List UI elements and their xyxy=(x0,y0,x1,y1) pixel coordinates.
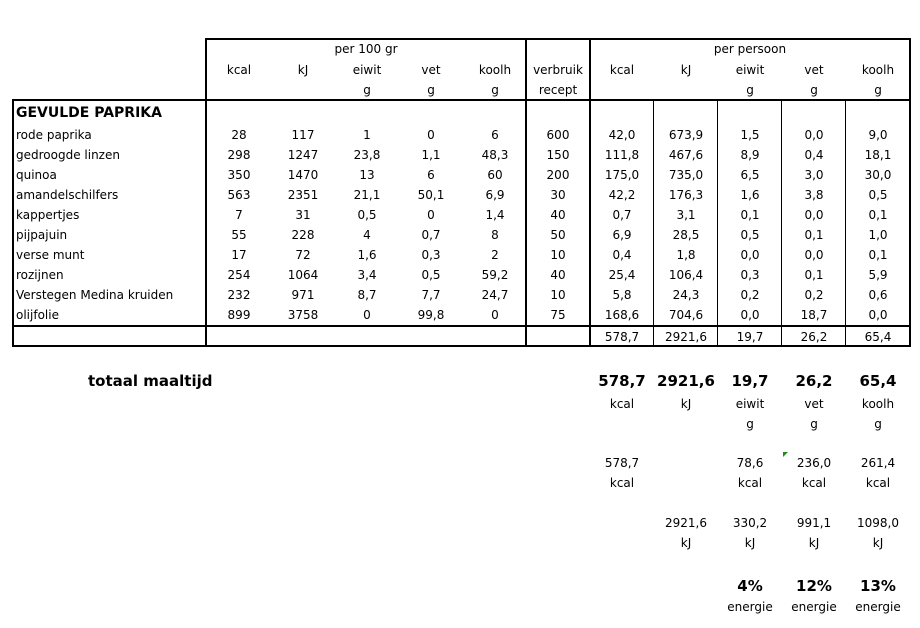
perperson-label: per persoon xyxy=(713,42,787,56)
cell-vet: 1,1 xyxy=(421,148,441,162)
total-label: totaal maaltijd xyxy=(88,372,213,390)
cell-p-kj: 24,3 xyxy=(672,288,700,302)
cell-usage: 200 xyxy=(546,168,570,182)
cell-kj: 2351 xyxy=(287,188,319,202)
kj-total: 2921,6 xyxy=(665,516,707,530)
cell-eiwit: 3,4 xyxy=(357,268,377,282)
cell-p-vet: 3,0 xyxy=(804,168,824,182)
cell-usage: 30 xyxy=(550,188,566,202)
total-eiwit: 19,7 xyxy=(731,372,769,390)
total-kj: 2921,6 xyxy=(657,372,715,390)
cell-p-koolh: 0,1 xyxy=(868,208,888,222)
hdr-koolh-unit: g xyxy=(491,83,499,97)
cell-koolh: 6,9 xyxy=(485,188,505,202)
cell-eiwit: 4 xyxy=(363,228,371,242)
kcal-eiwit: 78,6 xyxy=(736,456,764,470)
cell-kj: 72 xyxy=(295,248,311,262)
cell-p-kcal: 42,0 xyxy=(608,128,636,142)
total-kcal-unit: kcal xyxy=(609,397,635,411)
kj-vet: 991,1 xyxy=(796,516,832,530)
total-koolh: 65,4 xyxy=(859,372,897,390)
hdr-p-kcal: kcal xyxy=(609,63,635,77)
cell-p-eiwit: 8,9 xyxy=(740,148,760,162)
cell-usage: 10 xyxy=(550,288,566,302)
kcal-unit: kcal xyxy=(609,476,635,490)
cell-kcal: 899 xyxy=(227,308,251,322)
hdr-p-eiwit-unit: g xyxy=(746,83,754,97)
hdr-p-kj: kJ xyxy=(680,63,692,77)
cell-vet: 0 xyxy=(427,208,435,222)
energy-label: energie xyxy=(855,600,901,614)
hdr-usage-top: verbruik xyxy=(533,63,583,77)
sum-kcal: 578,7 xyxy=(604,330,640,344)
cell-koolh: 59,2 xyxy=(481,268,509,282)
cell-p-eiwit: 0,0 xyxy=(740,248,760,262)
cell-usage: 40 xyxy=(550,268,566,282)
cell-eiwit: 23,8 xyxy=(353,148,381,162)
cell-eiwit: 1,6 xyxy=(357,248,377,262)
per100-label: per 100 gr xyxy=(334,42,398,56)
cell-p-kcal: 168,6 xyxy=(604,308,640,322)
cell-kj: 117 xyxy=(291,128,315,142)
cell-p-eiwit: 1,5 xyxy=(740,128,760,142)
total-kcal: 578,7 xyxy=(598,372,646,390)
kj-unit: kJ xyxy=(808,536,820,550)
ingredient-name: quinoa xyxy=(16,168,57,182)
cell-p-kj: 106,4 xyxy=(668,268,704,282)
cell-kcal: 55 xyxy=(231,228,247,242)
cell-p-koolh: 0,0 xyxy=(868,308,888,322)
cell-p-kj: 176,3 xyxy=(668,188,704,202)
ingredient-name: amandelschilfers xyxy=(16,188,119,202)
cell-kj: 31 xyxy=(295,208,311,222)
energy-label: energie xyxy=(727,600,773,614)
kcal-total: 578,7 xyxy=(604,456,640,470)
ingredient-name: olijfolie xyxy=(16,308,59,322)
cell-eiwit: 1 xyxy=(363,128,371,142)
sum-koolh: 65,4 xyxy=(864,330,892,344)
cell-p-vet: 0,2 xyxy=(804,288,824,302)
border-pp-kj xyxy=(653,99,654,347)
hdr-kcal: kcal xyxy=(226,63,252,77)
cell-p-koolh: 0,5 xyxy=(868,188,888,202)
cell-p-vet: 18,7 xyxy=(800,308,828,322)
cell-p-kj: 704,6 xyxy=(668,308,704,322)
cell-p-kcal: 5,8 xyxy=(612,288,632,302)
recipe-title: GEVULDE PAPRIKA xyxy=(16,105,162,121)
border-pp-koolh xyxy=(845,99,846,347)
total-eiwit-unit: eiwit xyxy=(735,397,765,411)
cell-eiwit: 13 xyxy=(359,168,375,182)
border-bottom xyxy=(12,345,911,347)
cell-p-eiwit: 0,2 xyxy=(740,288,760,302)
total-kj-unit: kJ xyxy=(680,397,692,411)
cell-usage: 75 xyxy=(550,308,566,322)
cell-vet: 0,5 xyxy=(421,268,441,282)
cell-koolh: 1,4 xyxy=(485,208,505,222)
hdr-p-koolh: koolh xyxy=(861,63,895,77)
cell-kcal: 350 xyxy=(227,168,251,182)
cell-vet: 0,3 xyxy=(421,248,441,262)
cell-kj: 228 xyxy=(291,228,315,242)
total-eiwit-g: g xyxy=(746,417,754,431)
ingredient-name: rode paprika xyxy=(16,128,92,142)
kj-unit: kJ xyxy=(744,536,756,550)
cell-koolh: 8 xyxy=(491,228,499,242)
border-left xyxy=(12,99,14,347)
cell-kj: 1470 xyxy=(287,168,319,182)
kcal-koolh: 261,4 xyxy=(860,456,896,470)
energy-vet: 12% xyxy=(796,577,832,595)
ingredient-name: rozijnen xyxy=(16,268,64,282)
hdr-vet-unit: g xyxy=(427,83,435,97)
ingredient-name: verse munt xyxy=(16,248,85,262)
hdr-p-eiwit: eiwit xyxy=(735,63,765,77)
cell-p-kcal: 0,7 xyxy=(612,208,632,222)
cell-kcal: 28 xyxy=(231,128,247,142)
cell-usage: 150 xyxy=(546,148,570,162)
cell-vet: 50,1 xyxy=(417,188,445,202)
cell-p-koolh: 5,9 xyxy=(868,268,888,282)
total-vet-g: g xyxy=(810,417,818,431)
cell-p-kcal: 111,8 xyxy=(604,148,640,162)
cell-p-koolh: 0,6 xyxy=(868,288,888,302)
cell-p-koolh: 18,1 xyxy=(864,148,892,162)
cell-kj: 1064 xyxy=(287,268,319,282)
cell-kcal: 298 xyxy=(227,148,251,162)
ingredient-name: gedroogde linzen xyxy=(16,148,120,162)
cell-usage: 40 xyxy=(550,208,566,222)
cell-eiwit: 21,1 xyxy=(353,188,381,202)
cell-kcal: 563 xyxy=(227,188,251,202)
ingredient-name: Verstegen Medina kruiden xyxy=(16,288,174,302)
kcal-unit: kcal xyxy=(865,476,891,490)
cell-p-koolh: 0,1 xyxy=(868,248,888,262)
cell-vet: 0 xyxy=(427,128,435,142)
cell-p-vet: 0,0 xyxy=(804,248,824,262)
hdr-eiwit-unit: g xyxy=(363,83,371,97)
cell-koolh: 2 xyxy=(491,248,499,262)
cell-eiwit: 8,7 xyxy=(357,288,377,302)
energy-label: energie xyxy=(791,600,837,614)
total-koolh-g: g xyxy=(874,417,882,431)
border-right xyxy=(909,38,911,347)
kj-unit: kJ xyxy=(872,536,884,550)
hdr-kj: kJ xyxy=(297,63,309,77)
cell-eiwit: 0,5 xyxy=(357,208,377,222)
cell-vet: 99,8 xyxy=(417,308,445,322)
cell-p-vet: 0,0 xyxy=(804,128,824,142)
cell-kj: 971 xyxy=(291,288,315,302)
cell-vet: 0,7 xyxy=(421,228,441,242)
cell-p-kcal: 6,9 xyxy=(612,228,632,242)
cell-koolh: 60 xyxy=(487,168,503,182)
sum-kj: 2921,6 xyxy=(665,330,707,344)
cell-usage: 600 xyxy=(546,128,570,142)
cell-kcal: 254 xyxy=(227,268,251,282)
cell-kcal: 17 xyxy=(231,248,247,262)
total-koolh-unit: koolh xyxy=(861,397,895,411)
cell-p-vet: 0,4 xyxy=(804,148,824,162)
kj-koolh: 1098,0 xyxy=(857,516,899,530)
kcal-vet: 236,0 xyxy=(796,456,832,470)
cell-p-koolh: 30,0 xyxy=(864,168,892,182)
hdr-p-vet: vet xyxy=(804,63,824,77)
cell-koolh: 48,3 xyxy=(481,148,509,162)
total-vet-unit: vet xyxy=(804,397,824,411)
energy-eiwit: 4% xyxy=(737,577,763,595)
cell-p-vet: 0,1 xyxy=(804,268,824,282)
cell-p-kj: 467,6 xyxy=(668,148,704,162)
cell-p-vet: 3,8 xyxy=(804,188,824,202)
kcal-unit: kcal xyxy=(801,476,827,490)
total-vet: 26,2 xyxy=(795,372,833,390)
cell-koolh: 24,7 xyxy=(481,288,509,302)
hdr-koolh: koolh xyxy=(478,63,512,77)
hdr-eiwit: eiwit xyxy=(352,63,382,77)
border-top xyxy=(205,38,911,40)
cell-vet: 7,7 xyxy=(421,288,441,302)
energy-koolh: 13% xyxy=(860,577,896,595)
kcal-unit: kcal xyxy=(737,476,763,490)
cell-kcal: 232 xyxy=(227,288,251,302)
cell-p-eiwit: 1,6 xyxy=(740,188,760,202)
border-pp-vet xyxy=(781,99,782,347)
ingredient-name: kappertjes xyxy=(16,208,80,222)
border-sum-top xyxy=(12,325,911,327)
cell-koolh: 0 xyxy=(491,308,499,322)
cell-usage: 50 xyxy=(550,228,566,242)
cell-p-eiwit: 0,1 xyxy=(740,208,760,222)
cell-p-eiwit: 0,3 xyxy=(740,268,760,282)
hdr-p-koolh-unit: g xyxy=(874,83,882,97)
cell-p-kj: 735,0 xyxy=(668,168,704,182)
cell-p-eiwit: 0,5 xyxy=(740,228,760,242)
hdr-usage-bottom: recept xyxy=(538,83,578,97)
cell-p-kj: 1,8 xyxy=(676,248,696,262)
border-header-bottom xyxy=(12,99,911,101)
cell-p-kj: 673,9 xyxy=(668,128,704,142)
cell-kcal: 7 xyxy=(235,208,243,222)
hdr-vet: vet xyxy=(421,63,441,77)
cell-usage: 10 xyxy=(550,248,566,262)
cell-kj: 1247 xyxy=(287,148,319,162)
cell-kj: 3758 xyxy=(287,308,319,322)
hdr-p-vet-unit: g xyxy=(810,83,818,97)
cell-p-vet: 0,0 xyxy=(804,208,824,222)
sum-vet: 26,2 xyxy=(800,330,828,344)
cell-eiwit: 0 xyxy=(363,308,371,322)
cell-p-kcal: 42,2 xyxy=(608,188,636,202)
cell-p-kcal: 25,4 xyxy=(608,268,636,282)
sum-eiwit: 19,7 xyxy=(736,330,764,344)
border-pp-eiwit xyxy=(717,99,718,347)
ingredient-name: pijpajuin xyxy=(16,228,68,242)
kj-eiwit: 330,2 xyxy=(732,516,768,530)
cell-p-koolh: 9,0 xyxy=(868,128,888,142)
cell-p-eiwit: 0,0 xyxy=(740,308,760,322)
cell-p-kcal: 175,0 xyxy=(604,168,640,182)
cell-p-kj: 28,5 xyxy=(672,228,700,242)
kj-unit: kJ xyxy=(680,536,692,550)
cell-koolh: 6 xyxy=(491,128,499,142)
cell-p-kj: 3,1 xyxy=(676,208,696,222)
cell-p-kcal: 0,4 xyxy=(612,248,632,262)
cell-vet: 6 xyxy=(427,168,435,182)
cell-p-eiwit: 6,5 xyxy=(740,168,760,182)
cell-p-vet: 0,1 xyxy=(804,228,824,242)
cell-p-koolh: 1,0 xyxy=(868,228,888,242)
